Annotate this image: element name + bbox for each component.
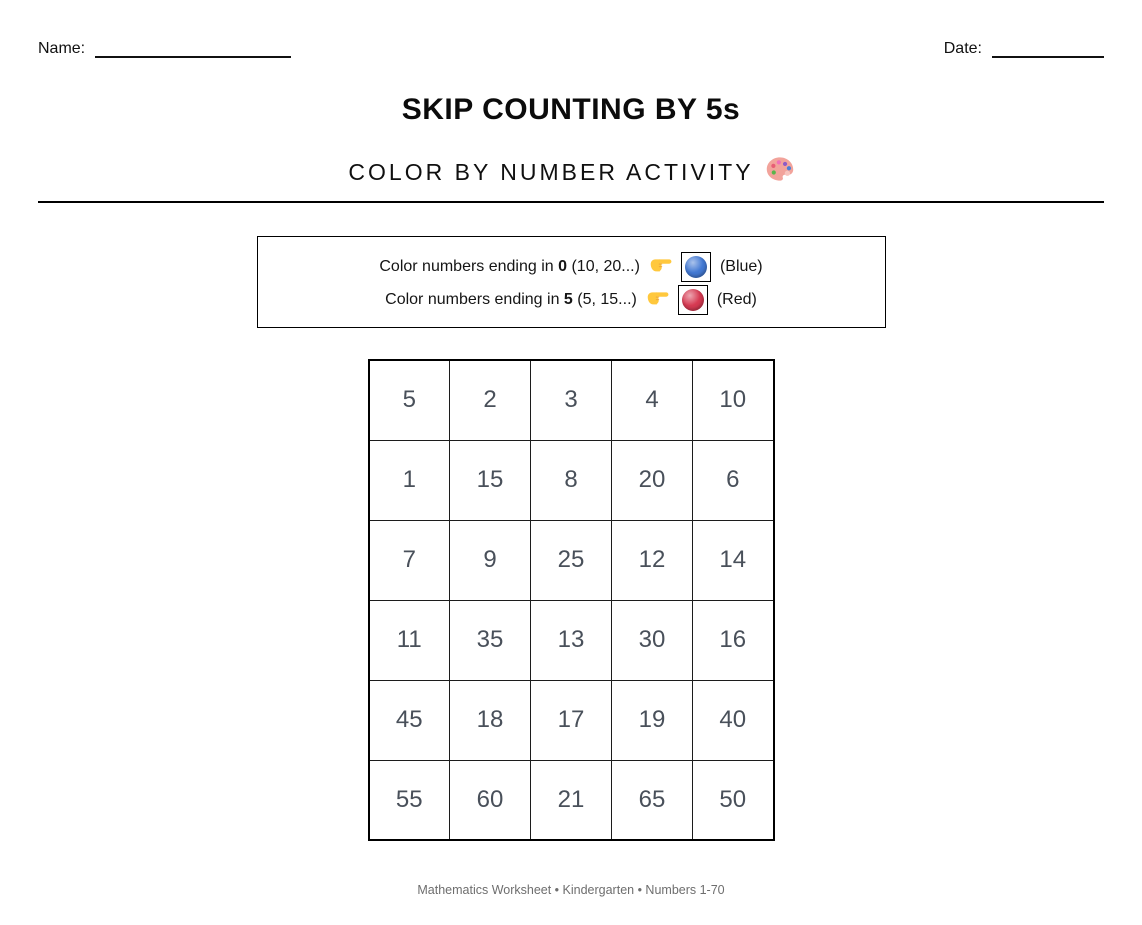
date-field (944, 40, 1104, 58)
color-label-blue: (Blue) (719, 258, 763, 275)
grid-cell: 16 (693, 600, 774, 680)
grid-cell: 40 (693, 680, 774, 760)
grid-cell: 5 (369, 360, 450, 440)
color-label-red: (Red) (716, 291, 757, 308)
instruction-line-red (385, 284, 757, 316)
name-field (38, 40, 291, 58)
grid-cell: 30 (612, 600, 693, 680)
grid-cell: 20 (612, 440, 693, 520)
grid-row (369, 520, 774, 600)
grid-cell: 2 (450, 360, 531, 440)
grid-cell: 3 (531, 360, 612, 440)
pointing-finger-icon (646, 288, 669, 312)
blue-circle-icon (685, 256, 707, 278)
grid-cell: 13 (531, 600, 612, 680)
worksheet-footer: Mathematics Worksheet • Kindergarten • Numbers 1-70 (417, 883, 725, 897)
grid-cell: 55 (369, 760, 450, 840)
name-label: Name: (38, 40, 86, 57)
grid-cell: 10 (693, 360, 774, 440)
grid-row (369, 760, 774, 840)
grid-cell: 8 (531, 440, 612, 520)
palette-icon (766, 156, 794, 188)
number-grid (368, 359, 775, 841)
instruction-line-blue (379, 251, 762, 283)
grid-cell: 1 (369, 440, 450, 520)
grid-row (369, 680, 774, 760)
grid-cell: 60 (450, 760, 531, 840)
grid-cell: 11 (369, 600, 450, 680)
grid-cell: 12 (612, 520, 693, 600)
blue-swatch-box (681, 252, 711, 282)
header-divider (38, 201, 1104, 203)
instruction-text: Color numbers ending in 5 (5, 15...) (385, 291, 637, 308)
grid-cell: 21 (531, 760, 612, 840)
grid-row (369, 600, 774, 680)
grid-cell: 18 (450, 680, 531, 760)
instruction-digit: 5 (563, 291, 573, 308)
grid-cell: 14 (693, 520, 774, 600)
grid-cell: 50 (693, 760, 774, 840)
instruction-digit: 0 (558, 258, 568, 275)
grid-cell: 7 (369, 520, 450, 600)
pointing-finger-icon (649, 255, 672, 279)
instruction-text: Color numbers ending in 0 (10, 20...) (379, 258, 640, 275)
worksheet-header (0, 0, 1142, 58)
grid-cell: 17 (531, 680, 612, 760)
grid-row (369, 360, 774, 440)
grid-cell: 65 (612, 760, 693, 840)
name-blank-line (95, 42, 291, 58)
page-subtitle-text: COLOR BY NUMBER ACTIVITY (348, 158, 754, 185)
grid-cell: 15 (450, 440, 531, 520)
grid-cell: 19 (612, 680, 693, 760)
red-swatch-box (678, 285, 708, 315)
date-label: Date: (943, 40, 982, 57)
grid-cell: 25 (531, 520, 612, 600)
page-subtitle (0, 156, 1142, 188)
grid-cell: 4 (612, 360, 693, 440)
grid-cell: 9 (450, 520, 531, 600)
grid-cell: 35 (450, 600, 531, 680)
grid-cell: 45 (369, 680, 450, 760)
red-circle-icon (682, 289, 704, 311)
grid-row (369, 440, 774, 520)
page-title: SKIP COUNTING BY 5s (401, 93, 741, 126)
number-grid-body (369, 360, 774, 840)
instruction-box (257, 236, 886, 328)
date-blank-line (992, 42, 1104, 58)
grid-cell: 6 (693, 440, 774, 520)
